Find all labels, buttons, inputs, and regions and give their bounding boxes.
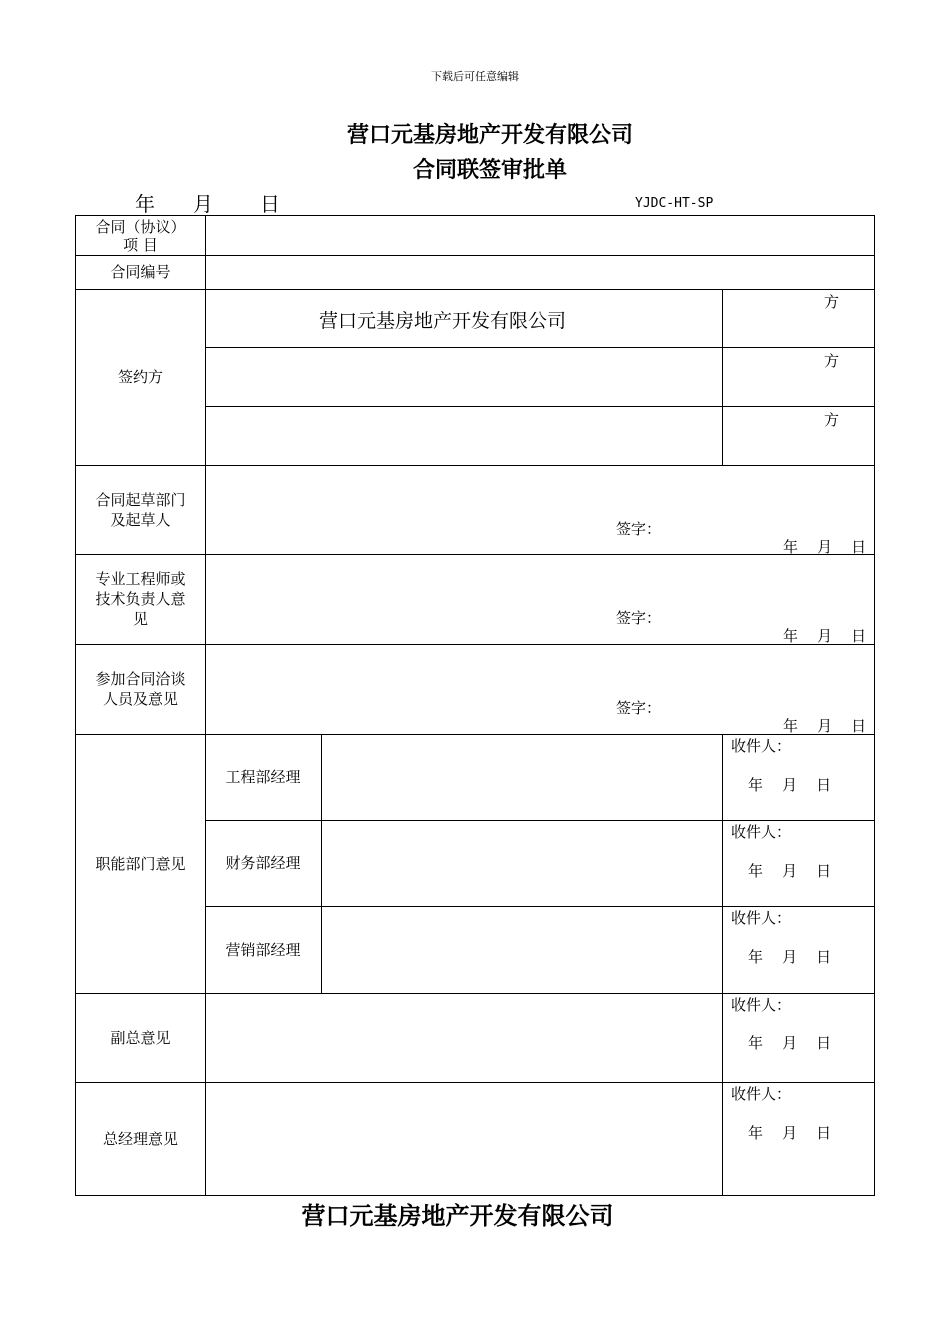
party-2-suffix: 方 bbox=[824, 352, 840, 370]
contract-item-label: 合同（协议） 项 目 bbox=[95, 217, 186, 254]
footer-company: 营口元基房地产开发有限公司 bbox=[301, 1201, 614, 1230]
engineering-date: 年 月 日 bbox=[748, 776, 832, 794]
party-1-suffix: 方 bbox=[824, 293, 840, 311]
vp-opinion-label: 副总意见 bbox=[110, 1028, 171, 1047]
gm-receiver-label: 收件人： bbox=[731, 1085, 792, 1103]
form-code: YJDC-HT-SP bbox=[635, 196, 714, 211]
finance-date: 年 月 日 bbox=[748, 862, 832, 880]
header-note: 下载后可任意编辑 bbox=[431, 70, 519, 83]
approval-table bbox=[75, 215, 875, 1196]
party-a-name: 营口元基房地产开发有限公司 bbox=[319, 310, 567, 332]
party-3-suffix: 方 bbox=[824, 411, 840, 429]
marketing-receiver-label: 收件人： bbox=[731, 909, 792, 927]
signing-parties-label: 签约方 bbox=[117, 368, 163, 386]
contract-number-label: 合同编号 bbox=[110, 263, 171, 281]
form-title: 合同联签审批单 bbox=[412, 157, 567, 183]
engineer-opinion-label: 专业工程师或 技术负责人意 见 bbox=[95, 570, 186, 628]
engineering-receiver-label: 收件人： bbox=[731, 737, 792, 755]
drafting-date: 年 月 日 bbox=[783, 538, 867, 556]
gm-opinion-label: 总经理意见 bbox=[102, 1129, 178, 1148]
marketing-date: 年 月 日 bbox=[748, 948, 832, 966]
engineer-date: 年 月 日 bbox=[783, 627, 867, 645]
company-title: 营口元基房地产开发有限公司 bbox=[346, 122, 633, 148]
drafting-sign-label: 签字： bbox=[616, 520, 662, 538]
vp-date: 年 月 日 bbox=[748, 1034, 832, 1052]
functional-dept-label: 职能部门意见 bbox=[95, 854, 186, 873]
engineering-manager-label: 工程部经理 bbox=[225, 768, 301, 786]
finance-manager-label: 财务部经理 bbox=[225, 854, 301, 872]
gm-date: 年 月 日 bbox=[748, 1124, 832, 1142]
finance-receiver-label: 收件人： bbox=[731, 823, 792, 841]
negotiator-sign-label: 签字： bbox=[616, 699, 662, 717]
engineer-sign-label: 签字： bbox=[616, 609, 662, 627]
date-day-label: 日 bbox=[260, 192, 280, 216]
negotiator-date: 年 月 日 bbox=[783, 717, 867, 735]
negotiator-opinion-label: 参加合同洽谈 人员及意见 bbox=[95, 670, 186, 708]
vp-receiver-label: 收件人： bbox=[731, 996, 792, 1014]
marketing-manager-label: 营销部经理 bbox=[225, 940, 301, 959]
drafting-dept-label: 合同起草部门 及起草人 bbox=[95, 490, 186, 529]
date-month-label: 月 bbox=[193, 192, 213, 216]
date-year-label: 年 bbox=[135, 192, 155, 216]
